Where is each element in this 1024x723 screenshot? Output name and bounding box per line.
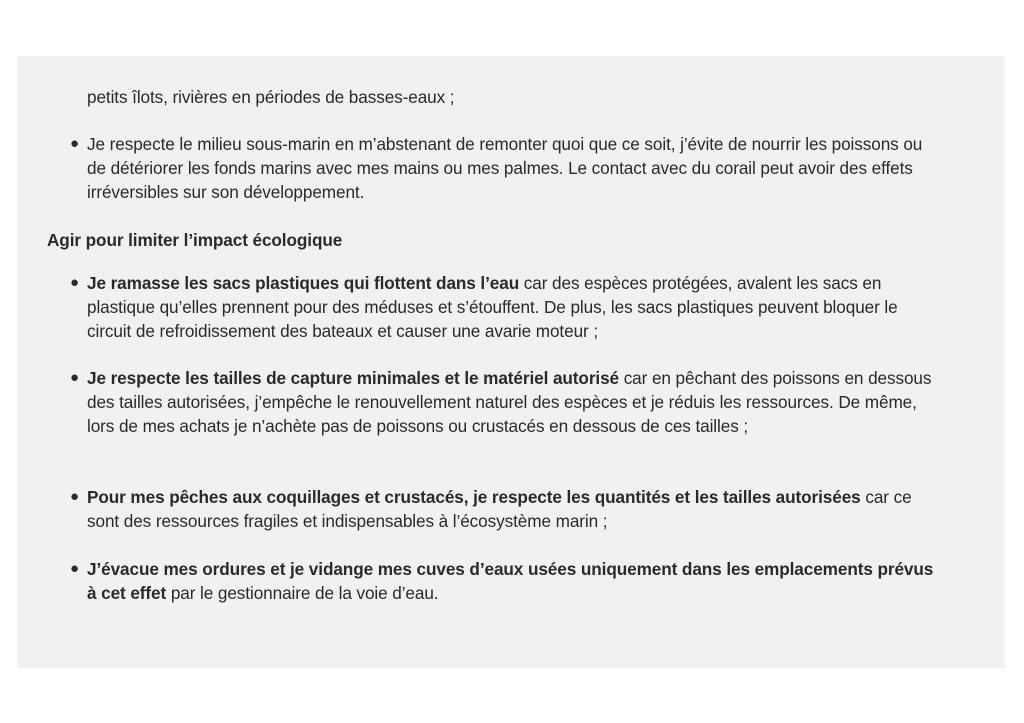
bullet-dot-icon: ● bbox=[70, 560, 79, 577]
bullet-text: Je respecte le milieu sous-marin en m’abstenant de remonter quoi que ce soit, j’évite de nourrir les poissons ou de détériorer les fonds marins avec mes mains ou mes palmes. Le contact avec du corail peut avoir des effets irréversibles sur son développement. bbox=[87, 134, 923, 202]
bullet-dot-icon: ● bbox=[70, 488, 79, 505]
bullet-rest-text: car des espèces protégées, avalent les sacs en plastique qu’elles prennent pour des méduses et s’étouffent. De plus, les sacs plastiques peuvent bloquer le circuit de refroidissement des bateaux et causer une avarie moteur ; bbox=[87, 273, 898, 341]
bullet-item bbox=[70, 132, 940, 204]
bullet-rest-text: car en pêchant des poissons en dessous des tailles autorisées, j’empêche le renouvellement naturel des espèces et je réduis les ressources. De même, lors de mes achats je n’achète pas de poissons ou crustacés en dessous de ces tailles ; bbox=[87, 368, 932, 436]
bullet-text bbox=[87, 271, 940, 343]
section-heading: Agir pour limiter l’impact écologique bbox=[47, 230, 343, 250]
bullet-text bbox=[87, 366, 940, 438]
scanned-page bbox=[17, 56, 1005, 668]
bullet-bold-text: J’évacue mes ordures et je vidange mes cuves d’eaux usées uniquement dans les emplacements prévus à cet effet bbox=[87, 559, 934, 603]
bullet-bold-text: Pour mes pêches aux coquillages et crustacés, je respecte les quantités et les tailles autorisées bbox=[87, 487, 861, 507]
bullet-rest-text: car ce sont des ressources fragiles et indispensables à l’écosystème marin ; bbox=[87, 487, 912, 531]
bullet-text bbox=[87, 557, 940, 605]
bullet-bold-text: Je respecte les tailles de capture minimales et le matériel autorisé bbox=[87, 368, 620, 388]
bullet-item bbox=[70, 271, 940, 343]
bullet-dot-icon: ● bbox=[70, 369, 79, 386]
bullet-dot-icon: ● bbox=[70, 135, 79, 152]
bullet-item bbox=[70, 366, 940, 438]
bullet-item bbox=[70, 557, 940, 605]
bullet-rest-text: par le gestionnaire de la voie d’eau. bbox=[166, 583, 439, 603]
bullet-bold-text: Je ramasse les sacs plastiques qui flottent dans l’eau bbox=[87, 273, 520, 293]
bullet-text bbox=[87, 485, 940, 533]
bullet-dot-icon: ● bbox=[70, 274, 79, 291]
continuation-text: petits îlots, rivières en périodes de basses-eaux ; bbox=[87, 87, 455, 107]
bullet-item bbox=[70, 485, 940, 533]
